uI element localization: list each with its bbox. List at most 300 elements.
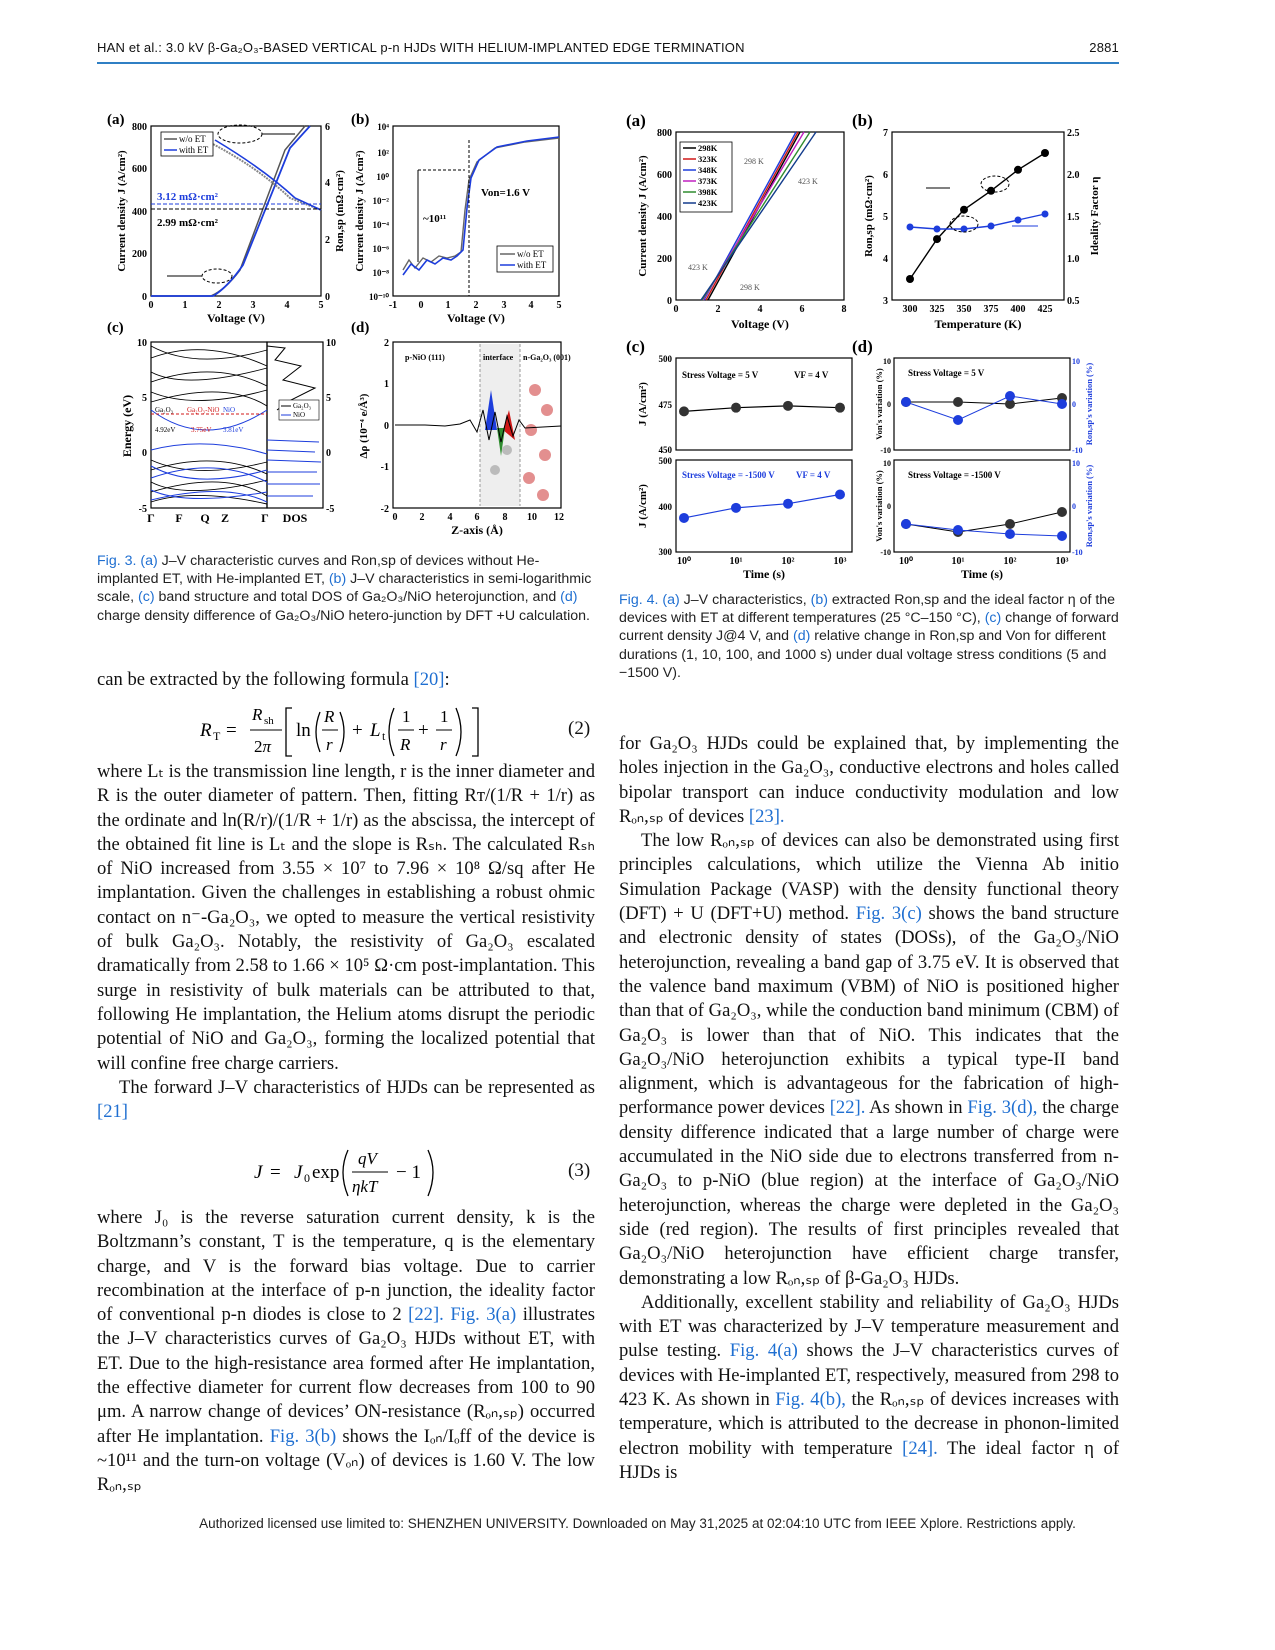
fig4d-y2tick: 10 bbox=[1072, 459, 1080, 468]
fig4c-xtick: 10² bbox=[781, 556, 795, 567]
fig3c-gap-label-2: Ga₂O₃-NiO bbox=[187, 406, 220, 414]
fig3c-ytick: 10 bbox=[137, 338, 147, 349]
figure-4 bbox=[620, 106, 1120, 586]
fig3a-legend-2: with ET bbox=[179, 145, 209, 155]
fig4-caption-ref-b[interactable]: (b) bbox=[810, 592, 828, 608]
svg-text:sh: sh bbox=[264, 715, 274, 727]
right-para-3d: The ideal factor η of HJDs is bbox=[619, 1437, 1120, 1483]
fig3c-kpoints bbox=[147, 511, 269, 525]
fig4a-ytick: 200 bbox=[657, 254, 672, 265]
fig4b-xtick: 350 bbox=[956, 304, 972, 315]
fig3c-legend-2: NiO bbox=[293, 411, 306, 419]
fig4d-xtick: 10¹ bbox=[951, 556, 965, 567]
fig4c-xtick: 10³ bbox=[833, 556, 847, 567]
fig4c-top-point bbox=[679, 406, 689, 416]
left-para-4c: shows the Iₒₙ/Iₒff of the device is ~10¹¹ and the turn-on voltage (Vₒₙ) of devices is 1.60 V. The low Rₒₙ,ₛₚ bbox=[97, 1425, 596, 1496]
fig3a-panel-label: (a) bbox=[107, 112, 125, 128]
fig3b-ylabel: Current density J (A/cm²) bbox=[354, 150, 366, 272]
svg-text:R: R bbox=[200, 720, 212, 741]
fig3d-ytick: -1 bbox=[380, 462, 389, 473]
fig3a-xlabel: Voltage (V) bbox=[207, 311, 265, 325]
left-para-2: where Lₜ is the transmission line length, r is the inner diameter and R is the outer diameter of pattern. Then, fitting Rᴛ/(1/R + 1/r) as the ordinate and ln(R/r)/(1/R + 1/r) as the abscissa, the intercept of the obtained fit line is Lₜ and the slope is Rₛₕ. The calculated Rₛₕ of NiO increased from 3.55 × 10⁷ to 7.96 × 10⁸ Ω/sq after He implantation. Given the challenges in establishing a robust ohmic contact on n⁻-Ga₂O₃, we opted to measure the vertical resistivity of bulk Ga₂O₃. Notably, the resistivity of Ga₂O₃ escalated dramatically from 2.58 to 1.66 × 10⁵ Ω·cm post-implantation. This surge in resistivity of bulk materials can be attributed to that, following He implantation, the Helium atoms disrupt the periodic potential of NiO and Ga₂O₃, forming the localized potential that will confine free charge carriers. bbox=[97, 761, 595, 1074]
fig4b-ron-point bbox=[987, 187, 995, 195]
fig4d-xticks bbox=[899, 556, 1069, 567]
fig4b-y2tick: 1.0 bbox=[1067, 254, 1080, 265]
fig4c-top-vf: VF = 4 V bbox=[794, 370, 829, 380]
fig4d-y2tick: -10 bbox=[1072, 446, 1083, 455]
fig4c-bottom-point bbox=[783, 499, 793, 509]
fig3b-xtick: 0 bbox=[418, 300, 424, 311]
fig4d-y2tick: 10 bbox=[1072, 357, 1080, 366]
svg-text:ηkT: ηkT bbox=[352, 1177, 378, 1196]
svg-text:T: T bbox=[213, 729, 221, 743]
fig4d-ylabel-top: Von's variation (%) bbox=[874, 368, 884, 440]
svg-text:r: r bbox=[440, 735, 447, 754]
fig3-caption-label: Fig. 3. bbox=[97, 553, 137, 569]
fig4b-ron-point bbox=[1014, 166, 1022, 174]
fig4b-ron-line bbox=[910, 153, 1045, 279]
fig4b-ytick: 7 bbox=[883, 128, 888, 139]
svg-text:1: 1 bbox=[402, 707, 411, 726]
svg-text:qV: qV bbox=[358, 1149, 377, 1168]
fig4d-xtick: 10³ bbox=[1055, 556, 1069, 567]
fig4a-ytick: 400 bbox=[657, 212, 672, 223]
fig4d-ytick: 10 bbox=[883, 459, 891, 468]
fig4b-yticks bbox=[883, 128, 888, 307]
fig3c-kpoint: Γ bbox=[147, 511, 155, 525]
fig3d-xticks bbox=[393, 512, 565, 523]
fig4b-xtick: 375 bbox=[983, 304, 999, 315]
fig3d-xtick: 0 bbox=[392, 512, 398, 523]
fig3a-ytick: 400 bbox=[132, 207, 147, 218]
fig3a-xtick: 4 bbox=[284, 300, 290, 311]
fig3a-ytick: 800 bbox=[132, 122, 147, 133]
fig4c-top-point bbox=[731, 403, 741, 413]
fig4d-y2label-bottom: Ron,sp's variation (%) bbox=[1084, 464, 1094, 548]
fig4a-xticks bbox=[674, 304, 847, 315]
equation-3 bbox=[254, 1146, 454, 1198]
fig3d-curve bbox=[395, 410, 561, 442]
figure-3-caption bbox=[97, 552, 595, 625]
fig3c-gap-2: 3.75eV bbox=[191, 426, 212, 434]
svg-text:L: L bbox=[370, 720, 381, 741]
fig4a-legend-item: 348K bbox=[698, 165, 718, 175]
fig3d-panel-label: (d) bbox=[351, 320, 370, 336]
fig3a-y2tick: 6 bbox=[325, 122, 330, 133]
fig3b-panel-label: (b) bbox=[351, 112, 370, 128]
fig4a-legend-item: 398K bbox=[698, 187, 718, 197]
figure-3 bbox=[105, 110, 595, 537]
fig4c-ylabel-bottom: J (A/cm²) bbox=[637, 484, 649, 528]
fig4c-ytick: 450 bbox=[658, 445, 672, 455]
fig4d-ytick: -10 bbox=[880, 548, 891, 557]
svg-text:R: R bbox=[252, 705, 263, 724]
fig4b-y2label: Ideality Factor η bbox=[1089, 176, 1101, 256]
running-header bbox=[97, 40, 1119, 62]
fig4c-bottom-label: Stress Voltage = -1500 V bbox=[682, 470, 775, 480]
fig3d-xlabel: Z-axis (Å) bbox=[451, 523, 503, 537]
right-para-2b: shows the band structure and electronic density of states (DOSs), of the Ga₂O₃/NiO heterojunction, revealing a band gap of 3.75 eV. It is observed that the valence band maximum (VBM) of NiO is positioned higher than that of Ga₂O₃, while the conduction band minimum (CBM) of Ga₂O₃ is lower than that of NiO. This indicates that the Ga₂O₃/NiO heterojunction exhibits a typical type-II band alignment, which is advantageous for the fabrication of high-performance power devices bbox=[619, 903, 1119, 1119]
fig3b-xlabel: Voltage (V) bbox=[447, 311, 505, 325]
fig3b-ytick: 10⁰ bbox=[376, 172, 389, 182]
equation-2-svg bbox=[200, 700, 500, 758]
left-column-mid bbox=[97, 760, 595, 1124]
fig3c-gap-3: 3.81eV bbox=[223, 426, 244, 434]
fig4b-eta-point bbox=[934, 226, 941, 233]
fig4b-xtick: 425 bbox=[1037, 304, 1053, 315]
fig3b-ann1: ~10¹¹ bbox=[423, 213, 447, 225]
fig3d-ylabel: Δρ (10⁻⁴ e/Å³) bbox=[358, 393, 370, 459]
fig3c-dos-frame bbox=[267, 342, 323, 508]
fig4c-top-line bbox=[684, 406, 840, 412]
fig4d-y2tick: 0 bbox=[1072, 502, 1076, 511]
right-para-3: Additionally, excellent stability and reliability of Ga₂O₃ HJDs with ET was characterized by J–V temperature measurement and pulse testing. bbox=[619, 1291, 1119, 1362]
fig3a-ytick: 600 bbox=[132, 164, 147, 175]
fig4d-xtick: 10⁰ bbox=[898, 556, 914, 567]
fig3c-y2tick: 5 bbox=[326, 393, 331, 404]
figure-4-svg bbox=[620, 106, 1120, 586]
fig3-caption-text: J–V characteristics in semi-logarithmic scale, bbox=[97, 571, 592, 606]
fig4d-xlabel: Time (s) bbox=[960, 567, 1004, 581]
fig4c-xtick: 10⁰ bbox=[676, 556, 692, 567]
figure-3-svg bbox=[105, 110, 595, 537]
fig3c-kpoint: Z bbox=[220, 511, 230, 525]
fig4b-plot bbox=[906, 149, 1049, 283]
fig4-caption-text: J–V characteristics, bbox=[679, 592, 811, 608]
fig4c-xticks bbox=[677, 556, 847, 567]
fig4c-top-yticks bbox=[659, 354, 673, 455]
svg-text:exp: exp bbox=[312, 1162, 340, 1183]
fig4-caption-ref-a[interactable]: (a) bbox=[662, 592, 680, 608]
license-footer: Authorized licensed use limited to: SHENZHEN UNIVERSITY. Downloaded on May 31,2025 at 02:04:10 UTC from IEEE Xplore. Restrictions apply. bbox=[199, 1516, 1076, 1531]
fig4b-panel-label: (b) bbox=[852, 111, 873, 130]
fig4a-xtick: 2 bbox=[715, 304, 721, 315]
fig4b-eta-point bbox=[988, 223, 995, 230]
fig4a-legend-item: 423K bbox=[698, 198, 718, 208]
fig4d-markers bbox=[901, 391, 1067, 541]
left-para-4: where J₀ is the reverse saturation current density, k is the Boltzmann’s constant, T is the temperature, q is the elementary charge, and V is the forward bias voltage. Due to carrier recombination at the interface of p-n junction, the ideality factor of conventional p-n diodes is close to 2 bbox=[97, 1207, 595, 1326]
right-para-2d: the charge density difference indicated that a large number of charge were accumulated in the NiO side due to electrons transferred from n-Ga₂O₃ to p-NiO (blue region) at the interface of Ga₂O₃/NiO heterojunction, whereas the charge were depleted in the Ga₂O₃ side (red region). The results of first principles revealed that Ga₂O₃/NiO heterojunction have efficient charge transfer, demonstrating a low Rₒₙ,ₛₚ of β-Ga₂O₃ HJDs. bbox=[619, 1097, 1119, 1289]
fig4c-top-point bbox=[783, 401, 793, 411]
svg-text:1: 1 bbox=[440, 707, 449, 726]
fig4b-link[interactable]: Fig. 4(b), bbox=[775, 1389, 846, 1411]
fig4b-ytick: 4 bbox=[883, 254, 888, 265]
fig4d-ytick: 10 bbox=[883, 357, 891, 366]
fig3a-yticks bbox=[132, 122, 147, 303]
right-para-2: The low Rₒₙ,ₛₚ of devices can also be demonstrated using first principles calculations, which utilize the Vienna Ab initio Simulation Package (VASP) with the density functional theory (DFT) + U (DFT+U) method. bbox=[619, 830, 1119, 925]
fig4d-ylabel-bottom: Von's variation (%) bbox=[874, 470, 884, 542]
fig4d-ytick: 0 bbox=[887, 502, 891, 511]
svg-text:0: 0 bbox=[304, 1171, 310, 1185]
fig4c-bottom-vf: VF = 4 V bbox=[796, 470, 831, 480]
fig3c-y2ticks bbox=[326, 338, 336, 515]
fig3b-xtick: 4 bbox=[528, 300, 534, 311]
fig4-caption-label: Fig. 4. bbox=[619, 592, 659, 608]
fig3c-band-frame bbox=[151, 342, 267, 508]
fig3b-xtick: 5 bbox=[556, 300, 562, 311]
fig4b-xtick: 300 bbox=[902, 304, 918, 315]
fig3a-ellipse-top bbox=[218, 125, 262, 143]
fig3-caption-text: J–V characteristic curves and Ron,sp of devices without He-implanted ET, with He-implanted ET, bbox=[97, 553, 540, 588]
fig3-caption-ref-d[interactable]: (d) bbox=[560, 589, 578, 606]
fig3c-dos-blue bbox=[267, 440, 321, 496]
fig3c-gap-label-1: Ga₂O₃ bbox=[155, 406, 174, 414]
svg-text:=: = bbox=[270, 1162, 281, 1183]
fig3d-xtick: 6 bbox=[474, 512, 480, 523]
fig4d-ytick: 0 bbox=[887, 400, 891, 409]
fig3c-yticks bbox=[137, 338, 147, 515]
fig4c-ytick: 475 bbox=[658, 400, 672, 410]
fig3b-ann2: Von=1.6 V bbox=[481, 187, 531, 199]
fig3c-ylabel: Energy (eV) bbox=[120, 394, 134, 458]
fig4a-xlabel: Voltage (V) bbox=[731, 317, 789, 331]
fig4c-ytick: 500 bbox=[658, 456, 672, 466]
fig4b-ron-point bbox=[906, 275, 914, 283]
fig3a-ann1: 3.12 mΩ·cm² bbox=[157, 191, 218, 203]
fig3d-xtick: 4 bbox=[447, 512, 453, 523]
fig4b-eta-point bbox=[1015, 217, 1022, 224]
fig4a-legend-item: 298K bbox=[698, 143, 718, 153]
fig4b-xlabel: Temperature (K) bbox=[934, 317, 1022, 331]
fig4c-bottom-line bbox=[684, 495, 840, 518]
left-para-1: can be extracted by the following formula bbox=[97, 669, 414, 690]
fig3b-xtick: 2 bbox=[473, 300, 479, 311]
fig3b-link[interactable]: Fig. 3(b) bbox=[269, 1425, 337, 1447]
ref-21-link[interactable]: [21] bbox=[97, 1101, 128, 1123]
ref-22-link-2[interactable]: [22]. bbox=[829, 1097, 866, 1119]
fig3a-ron-withet bbox=[215, 140, 321, 210]
fig3d-ytick: 2 bbox=[384, 338, 389, 349]
svg-text:2π: 2π bbox=[254, 737, 272, 756]
fig4a-ytick: 0 bbox=[667, 296, 672, 307]
fig3a-xticks bbox=[149, 300, 324, 311]
svg-text:=: = bbox=[226, 720, 237, 741]
fig3d-xtick: 2 bbox=[419, 512, 425, 523]
fig3d-region-3: n-Ga₂O₃ (001) bbox=[523, 353, 571, 362]
fig4a-ylabel: Current density J (A/cm²) bbox=[637, 155, 649, 277]
header-title: HAN et al.: 3.0 kV β-Ga₂O₃-BASED VERTICAL p-n HJDs WITH HELIUM-IMPLANTED EDGE TERMINATION bbox=[97, 40, 745, 55]
fig4c-ytick: 300 bbox=[658, 547, 672, 557]
fig3a-ytick: 200 bbox=[132, 249, 147, 260]
fig3a-y2ticks bbox=[325, 122, 330, 303]
fig3a-legend-1: w/o ET bbox=[179, 134, 206, 144]
fig3b-ytick: 10⁻¹⁰ bbox=[368, 292, 389, 302]
fig4a-yticks bbox=[657, 128, 672, 307]
fig4-caption-text: change of forward current density J@4 V, and bbox=[619, 610, 1119, 645]
svg-text:+: + bbox=[418, 720, 429, 741]
fig3c-panel-label: (c) bbox=[107, 320, 124, 336]
fig4b-y2tick: 2.5 bbox=[1067, 128, 1080, 139]
fig4c-bottom-point bbox=[731, 503, 741, 513]
fig4d-y2label-top: Ron,sp's variation (%) bbox=[1084, 362, 1094, 446]
fig3a-ytick: 0 bbox=[142, 292, 147, 303]
fig4c-top-label: Stress Voltage = 5 V bbox=[682, 370, 759, 380]
fig3c-gap-1: 4.92eV bbox=[155, 426, 176, 434]
fig3c-kpoint: F bbox=[175, 511, 183, 525]
fig4a-panel-label: (a) bbox=[626, 111, 646, 130]
fig3b-ytick: 10⁻⁶ bbox=[372, 244, 389, 254]
fig3d-xtick: 10 bbox=[527, 512, 537, 523]
fig4c-xlabel: Time (s) bbox=[742, 567, 786, 581]
ref-24-link[interactable]: [24]. bbox=[902, 1437, 938, 1459]
fig3d-link[interactable]: Fig. 3(d), bbox=[967, 1097, 1038, 1119]
fig3a-xtick: 2 bbox=[216, 300, 222, 311]
svg-text:J: J bbox=[294, 1162, 303, 1183]
right-para-3c: the Rₒₙ,ₛₚ of devices increases with temperature, which is attributed to the decrease in phonon-limited electron mobility with temperature bbox=[619, 1389, 1119, 1459]
svg-text:r: r bbox=[326, 735, 333, 754]
fig4c-plot bbox=[679, 401, 845, 523]
fig4b-ytick: 5 bbox=[883, 212, 888, 223]
left-column-bottom bbox=[97, 1206, 595, 1498]
right-para-2c: As shown in bbox=[865, 1097, 968, 1119]
ref-23-link[interactable]: [23]. bbox=[748, 805, 785, 827]
right-para-1: for Ga₂O₃ HJDs could be explained that, by implementing the holes injection in the Ga₂O₃, conductive electrons and holes called bipolar transport can induce conductivity modulation and low Rₒₙ,ₛₚ of devices bbox=[619, 733, 1119, 827]
fig3a-ellipse-bottom bbox=[202, 269, 232, 283]
fig4d-bottom-label: Stress Voltage = -1500 V bbox=[908, 470, 1001, 480]
fig3b-xticks bbox=[389, 300, 562, 311]
fig4b-xtick: 325 bbox=[929, 304, 945, 315]
fig3-caption-ref-c[interactable]: (c) bbox=[138, 589, 155, 606]
fig3d-ytick: -2 bbox=[380, 504, 389, 515]
fig4d-y2tick: -10 bbox=[1072, 548, 1083, 557]
fig4a-xtick: 4 bbox=[757, 304, 763, 315]
fig4a-ytick: 800 bbox=[657, 128, 672, 139]
fig4c-bottom-point bbox=[835, 490, 845, 500]
equation-2-number: (2) bbox=[568, 718, 591, 739]
fig3c-kpoint: Q bbox=[200, 511, 210, 525]
fig3c-ytick: 5 bbox=[142, 393, 147, 404]
fig4c-panel-label: (c) bbox=[626, 337, 645, 356]
fig4b-xticks bbox=[903, 304, 1053, 315]
fig3b-xtick: 3 bbox=[501, 300, 507, 311]
fig4d-y2ticks bbox=[1072, 357, 1083, 557]
fig3-caption-ref-b[interactable]: (b) bbox=[328, 571, 347, 588]
left-para-3: The forward J–V characteristics of HJDs can be represented as bbox=[119, 1076, 595, 1098]
fig3b-legend-1: w/o ET bbox=[517, 249, 544, 259]
fig3a-ylabel: Current density J (A/cm²) bbox=[116, 150, 128, 272]
fig3c-dos-label: DOS bbox=[282, 511, 308, 525]
fig4d-xtick: 10² bbox=[1003, 556, 1017, 567]
fig3a-xtick: 0 bbox=[148, 300, 154, 311]
fig3d-ytick: 1 bbox=[384, 379, 389, 390]
fig3c-legend-1: Ga₂O₃ bbox=[293, 402, 312, 410]
fig3c-gap-label-3: NiO bbox=[223, 406, 236, 414]
fig4c-ytick: 400 bbox=[658, 502, 672, 512]
svg-text:J: J bbox=[254, 1162, 263, 1183]
ref-20-link[interactable]: [20] bbox=[413, 669, 445, 690]
fig4a-xtick: 0 bbox=[673, 304, 679, 315]
fig4c-xtick: 10¹ bbox=[729, 556, 743, 567]
fig4c-ylabel-top: J (A/cm²) bbox=[637, 382, 649, 426]
fig4a-legend-item: 323K bbox=[698, 154, 718, 164]
fig3a-xtick: 1 bbox=[182, 300, 188, 311]
fig4a-ann-423-low: 423 K bbox=[688, 263, 708, 272]
fig4b-xtick: 400 bbox=[1010, 304, 1026, 315]
fig4b-eta-point bbox=[1042, 211, 1049, 218]
fig4a-ytick: 600 bbox=[657, 170, 672, 181]
page-number: 2881 bbox=[1089, 40, 1119, 55]
fig4a-ann-298: 298 K bbox=[744, 157, 764, 166]
fig4a-ann-423: 423 K bbox=[798, 177, 818, 186]
fig4c-bottom-yticks bbox=[659, 456, 673, 557]
fig4a-link[interactable]: Fig. 4(a) bbox=[729, 1340, 798, 1362]
fig3d-xtick: 8 bbox=[502, 512, 508, 523]
fig3c-ytick: -5 bbox=[138, 504, 147, 515]
fig3b-ytick: 10⁴ bbox=[377, 122, 389, 132]
fig4b-eta-point bbox=[907, 224, 914, 231]
fig3c-link[interactable]: Fig. 3(c) bbox=[855, 903, 922, 925]
fig3a-y2tick: 4 bbox=[325, 178, 330, 189]
left-para-1-end: : bbox=[444, 669, 450, 690]
fig4b-ron-point bbox=[933, 235, 941, 243]
fig3b-legend-2: with ET bbox=[517, 260, 547, 270]
fig3c-y2tick: 0 bbox=[326, 448, 331, 459]
fig3c-ytick: 0 bbox=[142, 448, 147, 459]
fig3a-xtick: 5 bbox=[318, 300, 324, 311]
fig4b-ron-point bbox=[1041, 149, 1049, 157]
ref-22-link[interactable]: [22]. bbox=[408, 1304, 444, 1326]
fig4-caption-text: extracted Ron,sp and the ideal factor η of the devices with ET at different temperatures (25 °C–150 °C), bbox=[619, 592, 1116, 627]
equation-3-svg bbox=[254, 1146, 454, 1198]
fig4b-y2ticks bbox=[1067, 128, 1080, 307]
fig3a-y2tick: 2 bbox=[325, 235, 330, 246]
fig3a-xtick: 3 bbox=[250, 300, 256, 311]
fig3a-y2label: Ron,sp (mΩ·cm²) bbox=[334, 170, 346, 252]
fig4b-y2tick: 1.5 bbox=[1067, 212, 1080, 223]
fig4d-y2tick: 0 bbox=[1072, 400, 1076, 409]
header-rule bbox=[97, 62, 1119, 64]
fig3-caption-ref-a[interactable]: (a) bbox=[140, 553, 158, 569]
figure-4-caption bbox=[619, 591, 1119, 682]
fig3a-y2tick: 0 bbox=[325, 292, 330, 303]
fig4a-xtick: 8 bbox=[841, 304, 847, 315]
fig3b-ytick: 10⁻² bbox=[372, 196, 389, 206]
fig3c-bands-black bbox=[151, 346, 267, 504]
fig3d-yticks bbox=[381, 338, 389, 515]
fig3c-kpoint: Γ bbox=[261, 511, 269, 525]
fig3a-ron-woet bbox=[205, 140, 321, 210]
fig3a-ann2: 2.99 mΩ·cm² bbox=[157, 217, 218, 229]
fig4b-ytick: 3 bbox=[883, 296, 888, 307]
fig3b-ytick: 10² bbox=[377, 148, 389, 158]
fig3c-y2tick: -5 bbox=[326, 504, 335, 515]
fig4b-ellipse-2 bbox=[981, 176, 1009, 192]
fig4-caption-ref-c[interactable]: (c) bbox=[984, 610, 1002, 627]
fig4a-ann-298-low: 298 K bbox=[740, 283, 760, 292]
fig4a-legend-item: 373K bbox=[698, 176, 718, 186]
svg-text:ln: ln bbox=[296, 720, 311, 741]
left-para-4b: illustrates the J–V characteristics curves of Ga₂O₃ HJDs without ET, with ET. Due to the high-resistance area formed after He implantation, the effective diameter for current flow decreases from 100 to 90 μm. A narrow change of devices’ ON-resistance (Rₒₙ,ₛₚ) occurred after He implantation. bbox=[97, 1304, 595, 1447]
fig4b-y2tick: 0.5 bbox=[1067, 296, 1080, 307]
fig3c-y2tick: 10 bbox=[326, 338, 336, 349]
fig3d-region-1: p-NiO (111) bbox=[405, 353, 445, 362]
fig3a-link[interactable]: Fig. 3(a) bbox=[450, 1304, 517, 1326]
fig3d-region-2: interface bbox=[483, 353, 514, 362]
fig4d-top-label: Stress Voltage = 5 V bbox=[908, 368, 985, 378]
fig4-caption-ref-d[interactable]: (d) bbox=[792, 628, 811, 645]
fig4c-top-point bbox=[835, 403, 845, 413]
fig4b-y2tick: 2.0 bbox=[1067, 170, 1080, 181]
fig4c-bottom-point bbox=[679, 513, 689, 523]
fig3b-yticks bbox=[369, 122, 389, 302]
fig3b-ytick: 10⁻⁸ bbox=[372, 268, 389, 278]
fig3-caption-text: charge density difference of Ga₂O₃/NiO hetero-junction by DFT +U calculation. bbox=[97, 607, 590, 624]
fig4b-ytick: 6 bbox=[883, 170, 888, 181]
fig3b-ytick: 10⁻⁴ bbox=[372, 220, 389, 230]
svg-text:R: R bbox=[400, 735, 411, 754]
fig4-caption-text: relative change in Ron,sp and Von for different durations (1, 10, 100, and 1000 s) under dual voltage stress conditions (5 and −1500 V). bbox=[619, 628, 1107, 681]
svg-text:+: + bbox=[352, 720, 363, 741]
